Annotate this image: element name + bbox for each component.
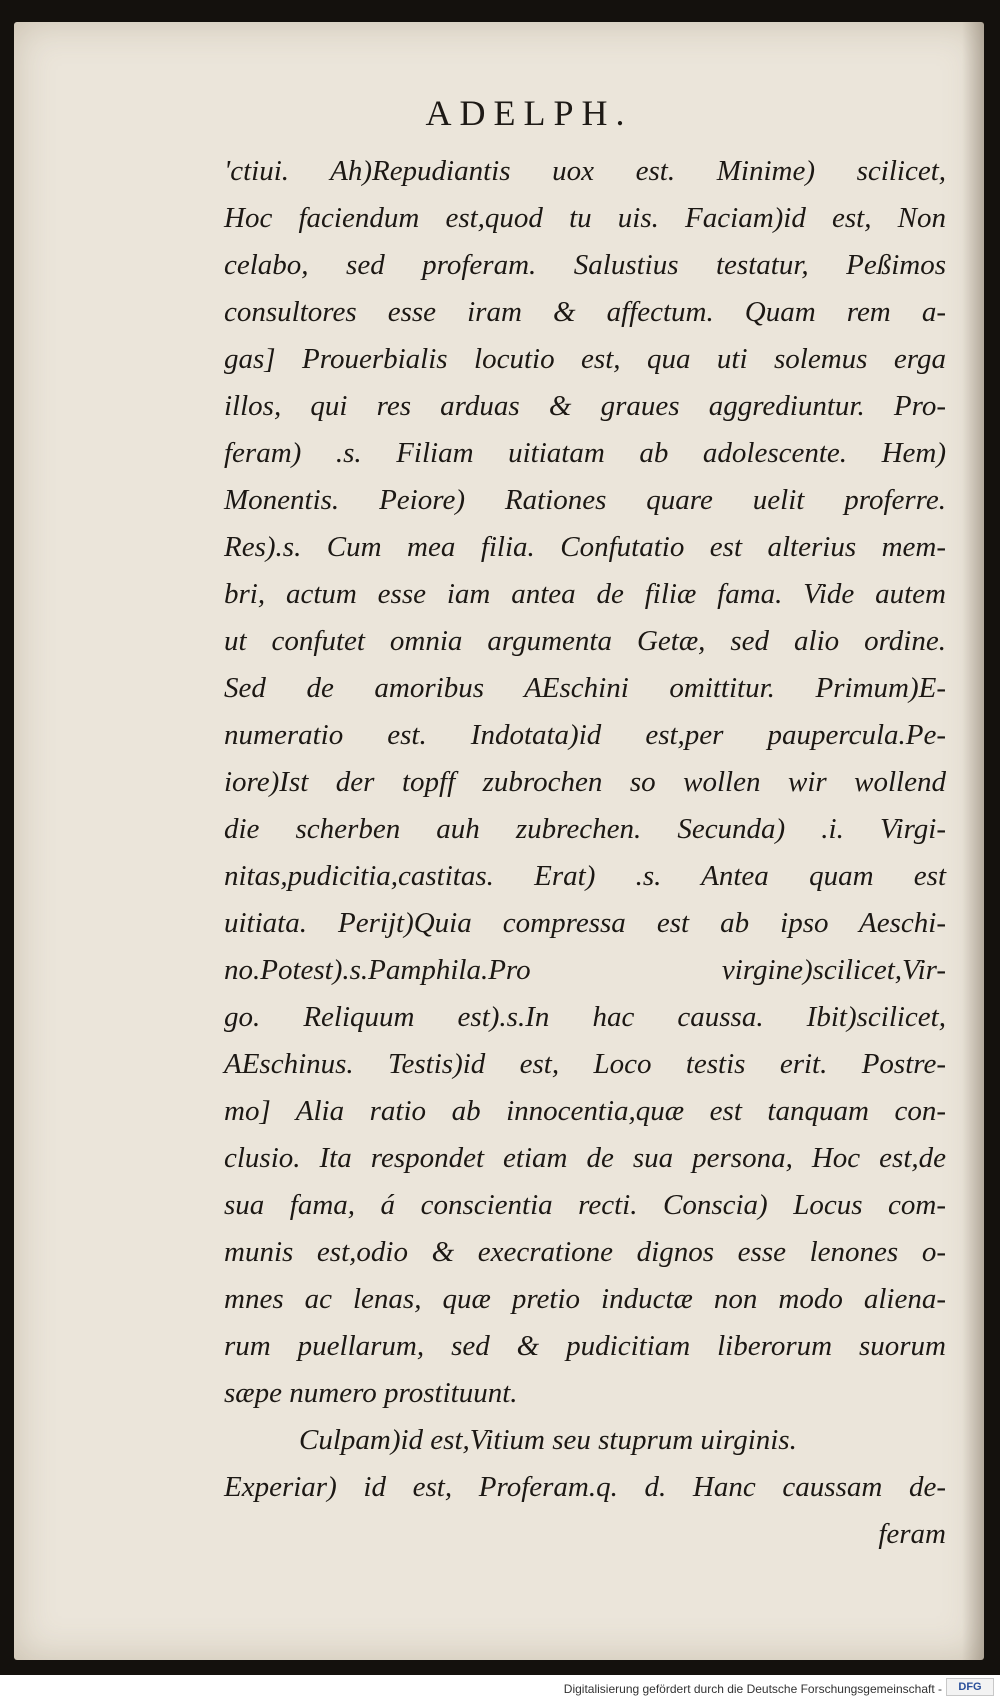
text-line-15: die scherben auh zubrechen. Secunda) .i. Virgi-: [224, 813, 946, 845]
funding-notice: Digitalisierung gefördert durch die Deutsche Forschungsgemeinschaft -: [563, 1682, 942, 1696]
text-line-2: Hoc faciendum est,quod tu uis. Faciam)id est, Non: [224, 202, 946, 234]
text-line-5: gas] Prouerbialis locutio est, qua uti solemus erga: [224, 343, 946, 375]
text-line-13: numeratio est. Indotata)id est,per paupercula.Pe-: [224, 719, 946, 751]
text-line-23: sua fama, á conscientia recti. Conscia) Locus com-: [224, 1189, 946, 1221]
catchword: feram: [878, 1518, 946, 1550]
text-line-7: feram) .s. Filiam uitiatam ab adolescente. Hem): [224, 437, 946, 469]
text-line-4: consultores esse iram & affectum. Quam rem a-: [224, 296, 946, 328]
text-line-20: AEschinus. Testis)id est, Loco testis erit. Postre-: [224, 1048, 946, 1080]
text-line-14: iore)Ist der topff zubrochen so wollen wir wollend: [224, 766, 946, 798]
text-line-3: celabo, sed proferam. Salustius testatur, Peßimos: [224, 249, 946, 281]
text-line-21: mo] Alia ratio ab innocentia,quæ est tanquam con-: [224, 1095, 946, 1127]
text-line-27: sæpe numero prostituunt.: [224, 1377, 518, 1409]
text-line-12: Sed de amoribus AEschini omittitur. Primum)E-: [224, 672, 946, 704]
text-line-6: illos, qui res arduas & graues aggrediuntur. Pro-: [224, 390, 946, 422]
text-line-11: ut confutet omnia argumenta Getæ, sed alio ordine.: [224, 625, 946, 657]
text-line-10: bri, actum esse iam antea de filiæ fama. Vide autem: [224, 578, 946, 610]
commentary-text: [224, 148, 946, 1558]
dfg-logo-icon: DFG: [946, 1678, 994, 1696]
book-page: [14, 22, 984, 1660]
text-line-17: uitiata. Perijt)Quia compressa est ab ipso Aeschi-: [224, 907, 946, 939]
text-line-29: Experiar) id est, Proferam.q. d. Hanc caussam de-: [224, 1471, 946, 1503]
text-line-22: clusio. Ita respondet etiam de sua persona, Hoc est,de: [224, 1142, 946, 1174]
text-line-18: no.Potest).s.Pamphila.Pro virgine)scilicet,Vir-: [224, 954, 946, 986]
text-line-26: rum puellarum, sed & pudicitiam liberorum suorum: [224, 1330, 946, 1362]
footer-bar: [0, 1675, 1000, 1700]
text-line-24: munis est,odio & execratione dignos esse lenones o-: [224, 1236, 946, 1268]
text-line-8: Monentis. Peiore) Rationes quare uelit proferre.: [224, 484, 946, 516]
text-line-9: Res).s. Cum mea filia. Confutatio est alterius mem-: [224, 531, 946, 563]
text-line-19: go. Reliquum est).s.In hac caussa. Ibit)scilicet,: [224, 1001, 946, 1033]
text-line-28: Culpam)id est,Vitium seu stuprum uirginis.: [299, 1424, 797, 1456]
text-line-25: mnes ac lenas, quæ pretio inductæ non modo aliena-: [224, 1283, 946, 1315]
running-head: ADELPH.: [425, 93, 633, 133]
text-line-16: nitas,pudicitia,castitas. Erat) .s. Antea quam est: [224, 860, 946, 892]
text-line-1: 'ctiui. Ah)Repudiantis uox est. Minime) scilicet,: [224, 155, 946, 187]
